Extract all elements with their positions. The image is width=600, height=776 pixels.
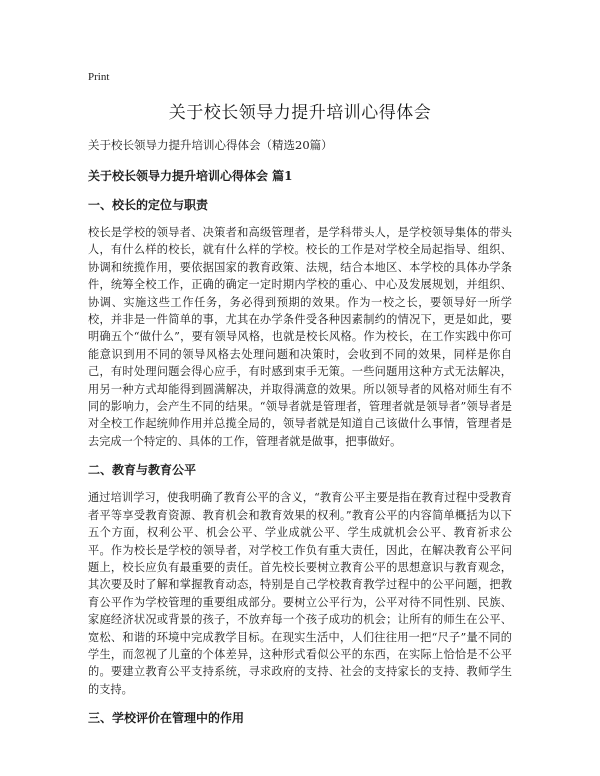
document-subtitle: 关于校长领导力提升培训心得体会（精选20篇）	[88, 138, 333, 152]
paragraph-role-and-duties: 校长是学校的领导者、决策者和高级管理者，是学科带头人，是学校领导集体的带头人，有什么样的校长，就有什么样的学校。校长的工作是对学校全局起指导、组织、协调和统揽作用，要依据国家的教育政策、法规，结合本地区、本学校的具体办学条件，统筹全校工作，正确的确定一定时期内学校的重心、中心及发展规划，并组织、协调、实施这些工作任务，务必得到预期的效果。作为一校之长，要领导好一所学校，并非是一件简单的事，尤其在办学条件受各种因素制约的情况下，更是如此，要明确五个“做什么”，要有领导风格，也就是校长风格。作为校长，在工作实践中你可能意识到用不同的领导风格去处理问题和决策时，会收到不同的效果，同样是你自己，有时处理问题会得心应手，有时感到束手无策。一些问题用这种方式无法解决，用另一种方式却能得到圆满解决，并取得满意的效果。所以领导者的风格对师生有不同的影响力，会产生不同的结果。“领导者就是管理者，管理者就是领导者”领导者是对全校工作起统帅作用并总揽全局的，领导者就是知道自己该做什么事情，管理者是去完成一个特定的、具体的工作，管理者就是做事，把事做好。	[88, 226, 512, 448]
heading-school-evaluation: 三、学校评价在管理中的作用	[88, 711, 245, 726]
section-title: 关于校长领导力提升培训心得体会 篇1	[88, 169, 293, 183]
heading-role-and-duties: 一、校长的定位与职责	[88, 198, 209, 212]
paragraph-education-equity: 通过培训学习，使我明确了教育公平的含义，“教育公平主要是指在教育过程中受教育者平等享受教育资源、教育机会和教育效果的权利。”教育公平的内容简单概括为以下五个方面，权利公平、机会公平、学业成就公平、学生成就机会公平、教育祈求公平。作为校长是学校的领导者，对学校工作负有重大责任，因此，在解决教育公平问题上，校长应负有最重要的责任。首先校长要树立教育公平的思想意识与教育观念，其次要及时了解和掌握教育动态，特别是自己学校教育教学过程中的公平问题，把教育公平作为学校管理的重要组成部分。要树立公平行为，公平对待不同性别、民族、家庭经济状况或背景的孩子，不放弃每一个孩子成功的机会；让所有的师生在公平、宽松、和谐的环境中完成教学目标。在现实生活中，人们往往用一把“尺子”量不同的学生，而忽视了儿童的个体差异，这种形式看似公平的东西，在实际上恰恰是不公平的。要建立教育公平支持系统，寻求政府的支持、社会的支持家长的支持、教师学生的支持。	[88, 491, 512, 696]
print-link[interactable]: Print	[88, 71, 110, 83]
heading-education-equity: 二、教育与教育公平	[88, 463, 197, 478]
document-title: 关于校长领导力提升培训心得体会	[168, 103, 432, 123]
